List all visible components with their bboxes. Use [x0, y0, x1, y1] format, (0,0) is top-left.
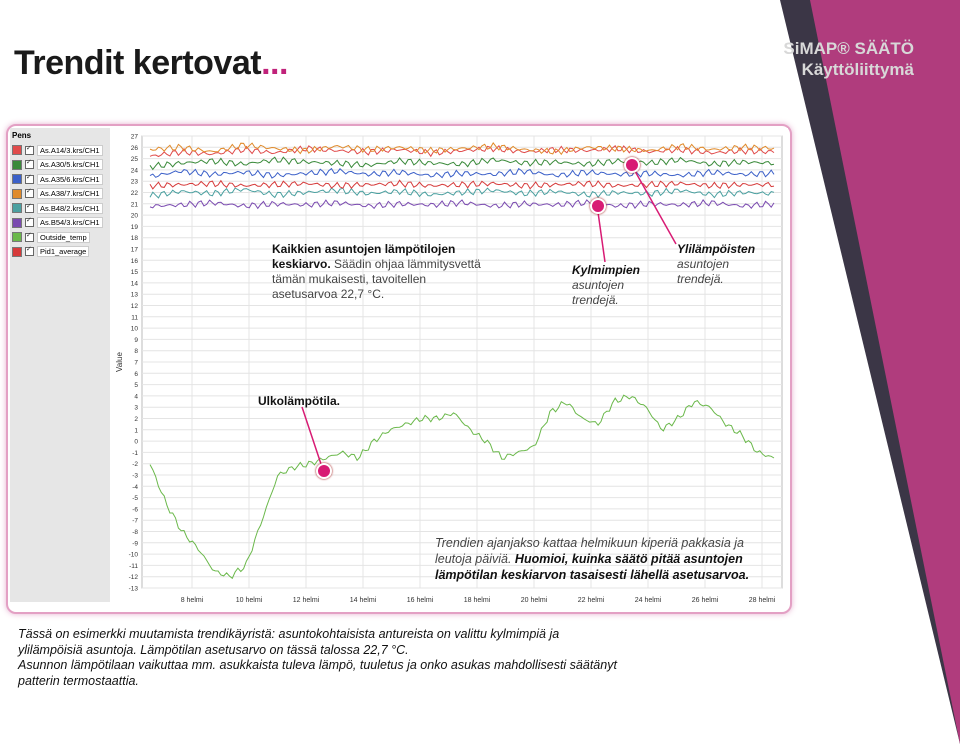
- callout-dot-coldest: [590, 198, 606, 214]
- pen-label: As.A30/5.krs/CH1: [37, 159, 103, 170]
- y-tick-label: 20: [130, 212, 138, 220]
- y-tick-label: -9: [132, 540, 138, 548]
- pen-label: As.B54/3.krs/CH1: [37, 217, 103, 228]
- x-tick-label: 14 helmi: [349, 597, 377, 604]
- callout-dot-warmest: [624, 157, 640, 173]
- y-tick-label: 13: [130, 291, 138, 299]
- y-tick-label: 9: [134, 336, 138, 344]
- annotation-warmest-line3: trendejä.: [677, 272, 724, 286]
- y-tick-label: 25: [130, 156, 138, 164]
- x-tick-label: 26 helmi: [691, 597, 719, 604]
- annotation-average-bold: keskiarvo.: [272, 257, 331, 271]
- annotation-period-line2a: leutoja päiviä.: [435, 552, 515, 566]
- annotation-warmest-line2: asuntojen: [677, 257, 730, 271]
- pen-label: As.A35/6.krs/CH1: [37, 174, 103, 185]
- annotation-coldest-line2: asuntojen: [572, 278, 625, 292]
- annotation-coldest-line1: Kylmimpien: [572, 263, 641, 277]
- annotation-outdoor-text: Ulkolämpötila.: [258, 394, 341, 408]
- y-tick-label: 24: [130, 167, 138, 175]
- y-tick-label: -11: [129, 562, 138, 570]
- brand-line1: SiMAP® SÄÄTÖ: [783, 39, 914, 58]
- x-tick-label: 16 helmi: [406, 597, 434, 604]
- y-tick-label: 7: [134, 359, 138, 367]
- pen-label: As.B48/2.krs/CH1: [37, 203, 103, 214]
- y-tick-label: -13: [128, 585, 138, 593]
- callout-dot-outdoor: [316, 463, 332, 479]
- note-line3: Asunnon lämpötilaan vaikuttaa mm. asukkaista tuleva lämpö, tuuletus ja onko asukas mahdollisesti säätänyt: [18, 658, 617, 672]
- y-tick-label: -6: [132, 506, 138, 514]
- annotation-period-line1: Trendien ajanjakso kattaa helmikuun kiperiä pakkasia ja: [435, 536, 744, 550]
- annotation-period-line2b: Huomioi, kuinka säätö pitää asuntojen: [514, 552, 743, 566]
- page-title-text: Trendit kertovat: [14, 44, 262, 82]
- x-tick-label: 8 helmi: [180, 597, 204, 604]
- y-tick-label: 10: [130, 325, 138, 333]
- y-tick-label: 12: [130, 303, 138, 310]
- y-tick-label: 23: [130, 178, 138, 186]
- note-line1: Tässä on esimerkki muutamista trendikäyristä: asuntokohtaisista antureista on valittu kylmimpiä ja: [18, 627, 560, 641]
- annotation-period-line3: lämpötilan keskiarvon tasaisesti lähellä asetusarvoa.: [435, 568, 750, 582]
- y-tick-label: -2: [132, 461, 138, 469]
- description-note: [18, 627, 658, 689]
- y-tick-label: 26: [130, 144, 138, 152]
- pen-label: As.A38/7.krs/CH1: [37, 188, 103, 199]
- y-tick-label: 19: [130, 223, 138, 231]
- y-tick-label: -3: [132, 472, 138, 480]
- callout-line-outdoor: [302, 407, 323, 470]
- y-tick-label: 18: [130, 235, 138, 243]
- y-tick-label: -12: [128, 574, 138, 582]
- y-axis-label: Value: [115, 352, 124, 372]
- y-tick-label: 4: [134, 393, 138, 401]
- x-tick-label: 18 helmi: [463, 597, 491, 604]
- x-tick-label: 22 helmi: [577, 597, 605, 604]
- y-tick-label: 6: [134, 370, 138, 378]
- note-line4: patterin termostaattia.: [18, 673, 139, 688]
- annotation-average-line3: tämän mukaisesti, tavoitellen: [272, 272, 427, 286]
- x-tick-label: 24 helmi: [634, 597, 662, 604]
- x-tick-label: 28 helmi: [748, 597, 776, 604]
- y-tick-label: -8: [132, 529, 138, 536]
- pen-label: Outside_temp: [37, 232, 90, 243]
- annotation-average-line1: Kaikkien asuntojen lämpötilojen: [272, 242, 456, 256]
- y-tick-label: -4: [132, 483, 138, 491]
- y-tick-label: 22: [130, 190, 138, 197]
- x-tick-label: 12 helmi: [292, 597, 320, 604]
- y-tick-label: 17: [130, 246, 138, 254]
- callout-line-warmest: [631, 164, 676, 244]
- brand-line2: Käyttöliittymä: [801, 60, 914, 79]
- y-tick-label: -7: [132, 517, 138, 525]
- y-tick-label: 11: [131, 314, 138, 322]
- y-tick-label: 0: [134, 438, 138, 446]
- pen-label: Pid1_average: [37, 246, 89, 257]
- annotation-average-line4: asetusarvoa 22,7 °C.: [272, 287, 385, 301]
- y-tick-label: 1: [134, 427, 138, 435]
- x-tick-label: 10 helmi: [235, 597, 263, 604]
- y-tick-label: 21: [130, 201, 138, 209]
- annotation-warmest-line1: Ylilämpöisten: [677, 242, 756, 256]
- y-tick-label: 14: [130, 280, 138, 288]
- y-tick-label: 5: [134, 382, 138, 390]
- y-tick-label: 27: [130, 133, 138, 141]
- y-tick-label: -1: [132, 449, 138, 457]
- pens-title: Pens: [12, 131, 32, 140]
- annotation-average-line2: Säädin ohjaa lämmitysvettä: [330, 257, 481, 271]
- y-tick-label: -5: [132, 495, 138, 503]
- note-line2: ylilämpöisiä asuntoja. Lämpötilan asetusarvo on tässä talossa 22,7 °C.: [18, 642, 409, 657]
- pen-label: As.A14/3.krs/CH1: [37, 145, 103, 156]
- annotation-coldest-line3: trendejä.: [572, 293, 619, 307]
- page-title-ellipsis: ...: [261, 44, 288, 82]
- y-tick-label: 2: [134, 416, 138, 423]
- y-tick-label: 16: [130, 257, 138, 265]
- y-tick-label: 3: [134, 404, 138, 412]
- y-tick-label: 15: [130, 269, 138, 277]
- y-tick-label: -10: [128, 551, 138, 559]
- x-tick-label: 20 helmi: [520, 597, 548, 604]
- y-tick-label: 8: [134, 348, 138, 356]
